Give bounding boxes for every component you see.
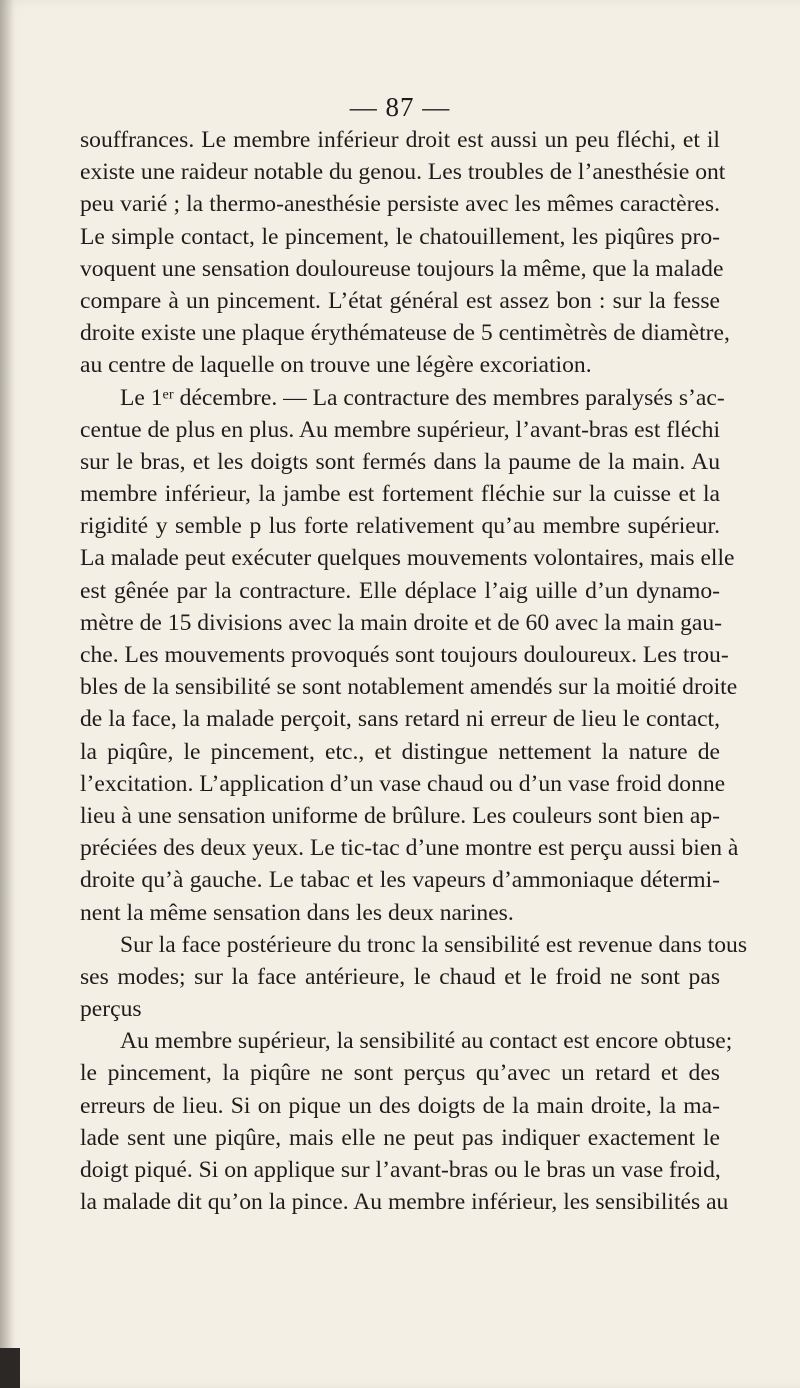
text-line: existe une raideur notable du genou. Les troubles de l’anesthésie ont: [80, 159, 726, 186]
text-line: lade sent une piqûre, mais elle ne peut pas indiquer exactement le: [80, 1124, 720, 1151]
text-line: ses modes; sur la face antérieure, le chaud et le froid ne sont pas: [80, 963, 720, 990]
text-line: l’excitation. L’application d’un vase chaud ou d’un vase froid donne: [80, 770, 726, 797]
text-line: erreurs de lieu. Si on pique un des doigts de la main droite, la ma-: [80, 1092, 720, 1119]
text-line: membre inférieur, la jambe est fortement fléchie sur la cuisse et la: [80, 481, 720, 508]
text-line: préciées des deux yeux. Le tic-tac d’une montre est perçu aussi bien à: [80, 835, 739, 862]
text-line: centue de plus en plus. Au membre supérieur, l’avant-bras est fléchi: [80, 416, 720, 443]
text-line: che. Les mouvements provoqués sont toujours douloureux. Les trou-: [80, 642, 729, 668]
text-line: le pincement, la piqûre ne sont perçus qu’avec un retard et des: [80, 1060, 720, 1087]
text-line: est gênée par la contracture. Elle déplace l’aig uille d’un dynamo-: [80, 577, 720, 604]
text-line: la piqûre, le pincement, etc., et distingue nettement la nature de: [80, 738, 720, 765]
text-line: mètre de 15 divisions avec la main droite et de 60 avec la main gau-: [80, 609, 723, 636]
text-line: droite existe une plaque érythémateuse de 5 centimètrès de diamètre,: [80, 320, 730, 347]
page-edge-mark: [0, 1348, 20, 1388]
text-line: bles de la sensibilité se sont notablement amendés sur la moitié droite: [80, 674, 738, 701]
text-line: sur le bras, et les doigts sont fermés dans la paume de la main. Au: [80, 448, 720, 475]
text-line: lieu à une sensation uniforme de brûlure. Les couleurs sont bien ap-: [80, 802, 720, 829]
text-line: perçus: [80, 996, 142, 1023]
text-line: doigt piqué. Si on applique sur l’avant-bras ou le bras un vase froid,: [80, 1157, 721, 1183]
text-line: au centre de laquelle on trouve une légère excoriation.: [80, 352, 592, 379]
text-line: compare à un pincement. L’état général est assez bon : sur la fesse: [80, 287, 720, 314]
text-line: Sur la face postérieure du tronc la sensibilité est revenue dans tous: [120, 931, 747, 958]
text-line: droite qu’à gauche. Le tabac et les vapeurs d’ammoniaque détermi-: [80, 867, 720, 894]
text-line: peu varié ; la thermo-anesthésie persiste avec les mêmes caractères.: [80, 191, 720, 218]
text-line: rigidité y semble p lus forte relativement qu’au membre supérieur.: [80, 513, 720, 540]
text-line: Le simple contact, le pincement, le chatouillement, les piqûres pro-: [80, 223, 720, 250]
text-line: la malade dit qu’on la pince. Au membre inférieur, les sensibilités au: [80, 1189, 729, 1216]
text-line: souffrances. Le membre inférieur droit est aussi un peu fléchi, et il: [80, 127, 720, 153]
text-line: nent la même sensation dans les deux narines.: [80, 899, 514, 926]
text-line: La malade peut exécuter quelques mouvements volontaires, mais elle: [80, 545, 735, 572]
text-line: Au membre supérieur, la sensibilité au contact est encore obtuse;: [120, 1028, 733, 1055]
body-text: [80, 124, 747, 1218]
text-line: de la face, la malade perçoit, sans retard ni erreur de lieu le contact,: [80, 706, 720, 733]
text-line: Le 1ᵉʳ décembre. — La contracture des membres paralysés s’ac-: [120, 384, 725, 411]
page-number: — 87 —: [349, 92, 451, 122]
page-gutter-shadow: [0, 0, 14, 1388]
text-line: voquent une sensation douloureuse toujours la même, que la malade: [80, 255, 724, 282]
